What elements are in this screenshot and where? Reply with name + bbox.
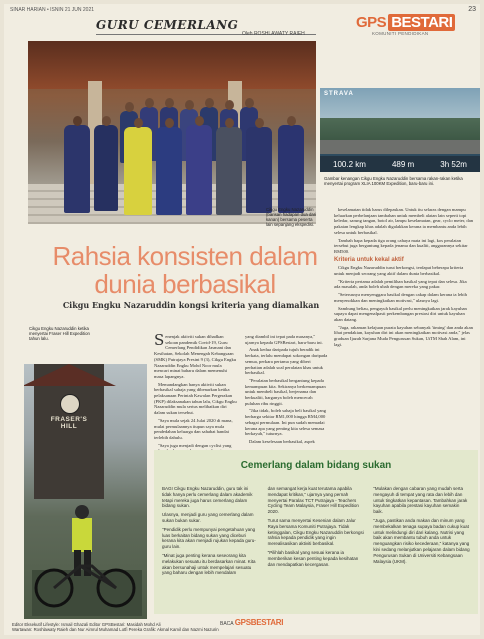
paragraph: "Saya mula sejak 24 Julai 2020 di mana, mulai permulaannya itupun saya mula pendedahan keluarga dan sahabat handai terlebih dahulu.: [154, 417, 233, 440]
paragraph: "Kriteria pertama adalah pemilihan basikal yang tepat dan selesa. Jika ada masalah, anda boleh ubah dengan mereka yang pakar.: [334, 278, 467, 290]
paragraph: "Saya juga menjadi dengan cyclist yang yang diambil ini tepat pada masanya," ujarnya kepada GPSBestari, baru-baru ini.: [158, 334, 323, 448]
person-figure: [94, 125, 118, 211]
section-title: GURU CEMERLANG: [96, 18, 239, 32]
newspaper-page: [4, 4, 480, 635]
page-number: 23: [468, 6, 476, 13]
highlight-body: [162, 486, 470, 576]
fraser-hill-photo: [24, 364, 147, 619]
inset-caption: Cikgu Engku Nazaruddin ketika menyertai Fraser Hill Expedition tahun lalu.: [29, 326, 90, 341]
paragraph: "Mulakan dengan cabaran yang mudah serta mengayuh di tempat yang rata dan lebih dan untuk tingkatkan kepantasan. Tambahkan jarak kayuhan apabila prestasi kayuhan semakin baik.: [373, 486, 468, 515]
strava-stats: [320, 156, 480, 172]
paragraph: keselamatan tidak harus dilepaskan. Untuk itu selaras dengan mampu keluarkan perbelanjaan tambahan untuk membeli alatan lain seperti topi keledar, sarung tangan, botol air, lampu keselamatan, gear, cyclo meter, dan pakaian lengkap khas adalah digalakkan kerana ia membantu anda lebih selesa untuk berbasikal.: [334, 207, 474, 235]
highlight-title: Cemerlang dalam bidang sukan: [240, 460, 392, 471]
paragraph: "Juga, rakaman kelajuan purata kayuhan sebanyak 'timing' dan anda akan lihat pendakian, kayuhan diri ini akan meningkatkan motivasi anda," jelas graduan Ijazah Sarjana Muda Pengurusan Sukan, UiTM Shah Alam, ini lagi.: [334, 324, 473, 347]
credits-footer: [12, 622, 318, 632]
tower-sign: FRASER'S HILL: [50, 416, 88, 430]
subsection-title: Kriteria untuk kekal aktif: [334, 256, 404, 263]
paragraph: "Seterusnya menyenggara basikal dengan cakap dalam kerana ia lebih menyenokkan dan meningkatkan motivasi," ulasnya lagi.: [334, 292, 467, 303]
cyclist-figure: [32, 504, 142, 616]
building-roof: [28, 41, 316, 89]
strava-elevation: 489 m: [391, 159, 415, 169]
paragraph: "Pilihlah basikal yang sesuai kerana ia memberikan kesan penting kepada kesihatan dan mendapatkan kecergasan.: [267, 549, 359, 567]
group-photo: [28, 41, 316, 224]
paragraph: BAGI Cikgu Engku Nazaruddin, guru tak ini tidak hanya perlu cemerlang dalam akademik tetapi mereka juga harus cemerlang dalam bidang sukan.: [162, 486, 253, 509]
paragraph: Turut sama menyertai Kesenian dalam Jalur Raya bersama Komuniti Putrajaya. Tidak ketinggalan, Cikgu Engku Nazaruddin berkongsi rahsia kepada pendidik yang ingin merealisasikan aktiviti berbasikal.: [267, 517, 364, 547]
publication-line: SINAR HARIAN • ISNIN 21 JUN 2021: [10, 7, 94, 13]
strava-distance: 100.2 km: [333, 159, 366, 169]
road: [320, 140, 480, 154]
paragraph: Sambung beliau, pengayuh basikal perlu meningkatkan jarak kayuhan supaya dapat mengenalpasti perkembangan prestasi diri untuk kayuhan akan datang.: [334, 305, 467, 322]
strava-label: STRAVA: [324, 91, 354, 97]
article-subhead: Cikgu Engku Nazaruddin kongsi kriteria yang diamalkan: [62, 300, 320, 310]
gps-brand-sub: KOMUNITI PENDIDIKAN: [372, 31, 429, 36]
paragraph: Dalam keselesaan berbasikal, aspek: [249, 438, 315, 444]
clock-face: [60, 394, 80, 414]
paragraph: "Juga, pastikan anda makan dan minum yang membekalkan tenaga supaya badan cukup kuat untuk melindungi diri dari kalang. Nutrisi yang baik akan membantu tubuh anda untuk menguangkan risiko kecederaan," katanya yang kini sedang melanjutkan pelajaran dalam bidang Pengurusan Sukan di Universiti Kebangsaan Malaysia (UKM).: [373, 517, 470, 564]
gps-bestari-logo: [356, 14, 476, 38]
gps-brand-box: BESTARI: [388, 14, 455, 31]
paragraph: Anak kedua daripada tujuh beradik ini berkata, terlalu mendapat sokongan daripada semua, perkara pertama yang diberi perhatian adalah soal peralatan khas untuk berbasikal.: [245, 347, 328, 376]
article-headline: Rahsia konsisten dalam dunia berbasikal: [52, 241, 318, 299]
paragraph: enenjak aktiviti sukan dihadkan sekoan pandemik Covid-19, Guru Cemerlang Pendidikan Jasmani dan Kesihatan, Sekolah Menengah Kebangsaan (SMK) Putrajaya Presint 9 (3), Cikgu Engku Nazaruddin Engku Mohd Noor mula mencari minat baharu dalam memenuhi masa lapangnya.: [154, 334, 237, 379]
photo-caption: Cikgu Engku Nazaruddin (barisan hadapan dua dari kanan) bersama peserta lain sepanjang ekspedisi.: [266, 207, 317, 227]
paragraph: Memandangkan hanya aktiviti sukan berbasikal sahaja yang dibenarkan ketika pelaksanaan Perintah Kawalan Pergerakan (PKP) dilaksanakan tahun lalu, Cikgu Engku Nazaruddin mula serius melibatkan diri dalam sukan tersebut.: [154, 381, 237, 416]
dropcap: S: [154, 331, 165, 349]
right-column: [334, 207, 474, 349]
read-more-brand: GPSBESTARI: [234, 618, 284, 627]
paragraph: "Pendidik perlu mempunyai pengetahuan yang luas berkaitan bidang sukan yang diceburi kerana kita akan menjadi rujukan kepada guru-guru lain.: [162, 526, 256, 550]
highlight-box: [154, 450, 478, 614]
person-figure: [64, 125, 90, 213]
read-more-tag: BACA GPSBESTARI: [220, 618, 284, 627]
paragraph: "Peralatan berbasikal bergantung kepada kemampuan kita. Sekiranya berkemampuan untuk membeli basikal, berjenama dan berkualiti, harganya boleh mencecah puluhan ribu ringgit.: [245, 377, 326, 406]
paragraph: Cikgu Engku Nazaruddin turut berkongsi, terdapat beberapa kriteria untuk menjadi seorang yang aktif dalam dunia berbasikal.: [334, 265, 464, 277]
person-figure: [216, 127, 242, 215]
article-body: [154, 331, 328, 454]
gps-brand: GPS BESTARI: [356, 14, 455, 31]
paragraph: Ulasnya, menjadi guru yang cemerlang dalam sukan bukan sukar.: [162, 512, 254, 523]
credits-line: Wartawan: Roshlawaty Raieh dan Nur Aimrul Muhamad Lotfi Pereka Grafik: Akmal Kamil dan Nazmi Nazurin: [12, 627, 219, 632]
clock-tower: [34, 364, 104, 499]
paragraph: Tambah bapa kepada tiga orang cahaya mata ini lagi, kos peralatan tersebut juga bergantung kepada jenama dan kualiti, anggarannya sekitar RM500.: [334, 237, 468, 254]
strava-photo-card: [320, 88, 480, 172]
paragraph: "Minat juga penting kerana seseorang kita melakukan sesuatu itu berdasarkan minat. Kita akan bersunahaji untuk mempelajari sesuatu yang baharu dengan lebih mendalam: [162, 552, 256, 576]
person-figure: [156, 127, 182, 215]
person-figure: [186, 125, 212, 215]
tower-roof: [24, 364, 116, 386]
person-figure: [124, 127, 152, 215]
strava-time: 3h 52m: [440, 159, 467, 169]
strava-caption: Gambar kenangan Cikgu Engku Nazaruddin bersama rakan-rakan ketika menyertai program XLIA 100KM Expedition, baru-baru ini.: [324, 176, 463, 187]
person-figure: [278, 125, 304, 213]
paragraph: dan semangat kerja kuat terutama apabila mendapat kritikan," ujarnya yang pernah menyertai Paralax TCT Putrajaya - Teachers Cycling Team Malaysia, Fraser Hill Expedition 2020.: [267, 486, 359, 515]
credits-line: Editor Eksekutif Lifestyle: Ismail Ghazali Editor GPSBestari: Masidah Mohd Ali: [12, 622, 161, 627]
paragraph: "Jika tidak, boleh sahaja beli basikal yang berharga sekitar RM1,000 hingga RM4,000 sebagai permulaan. Ini pun sudah memadai kerana apa yang penting kita selesa semasa berkayuh," tuturnya.: [245, 408, 327, 437]
person-figure: [246, 127, 272, 213]
byline: Oleh ROSHLAWATY RAIEH: [242, 31, 305, 37]
